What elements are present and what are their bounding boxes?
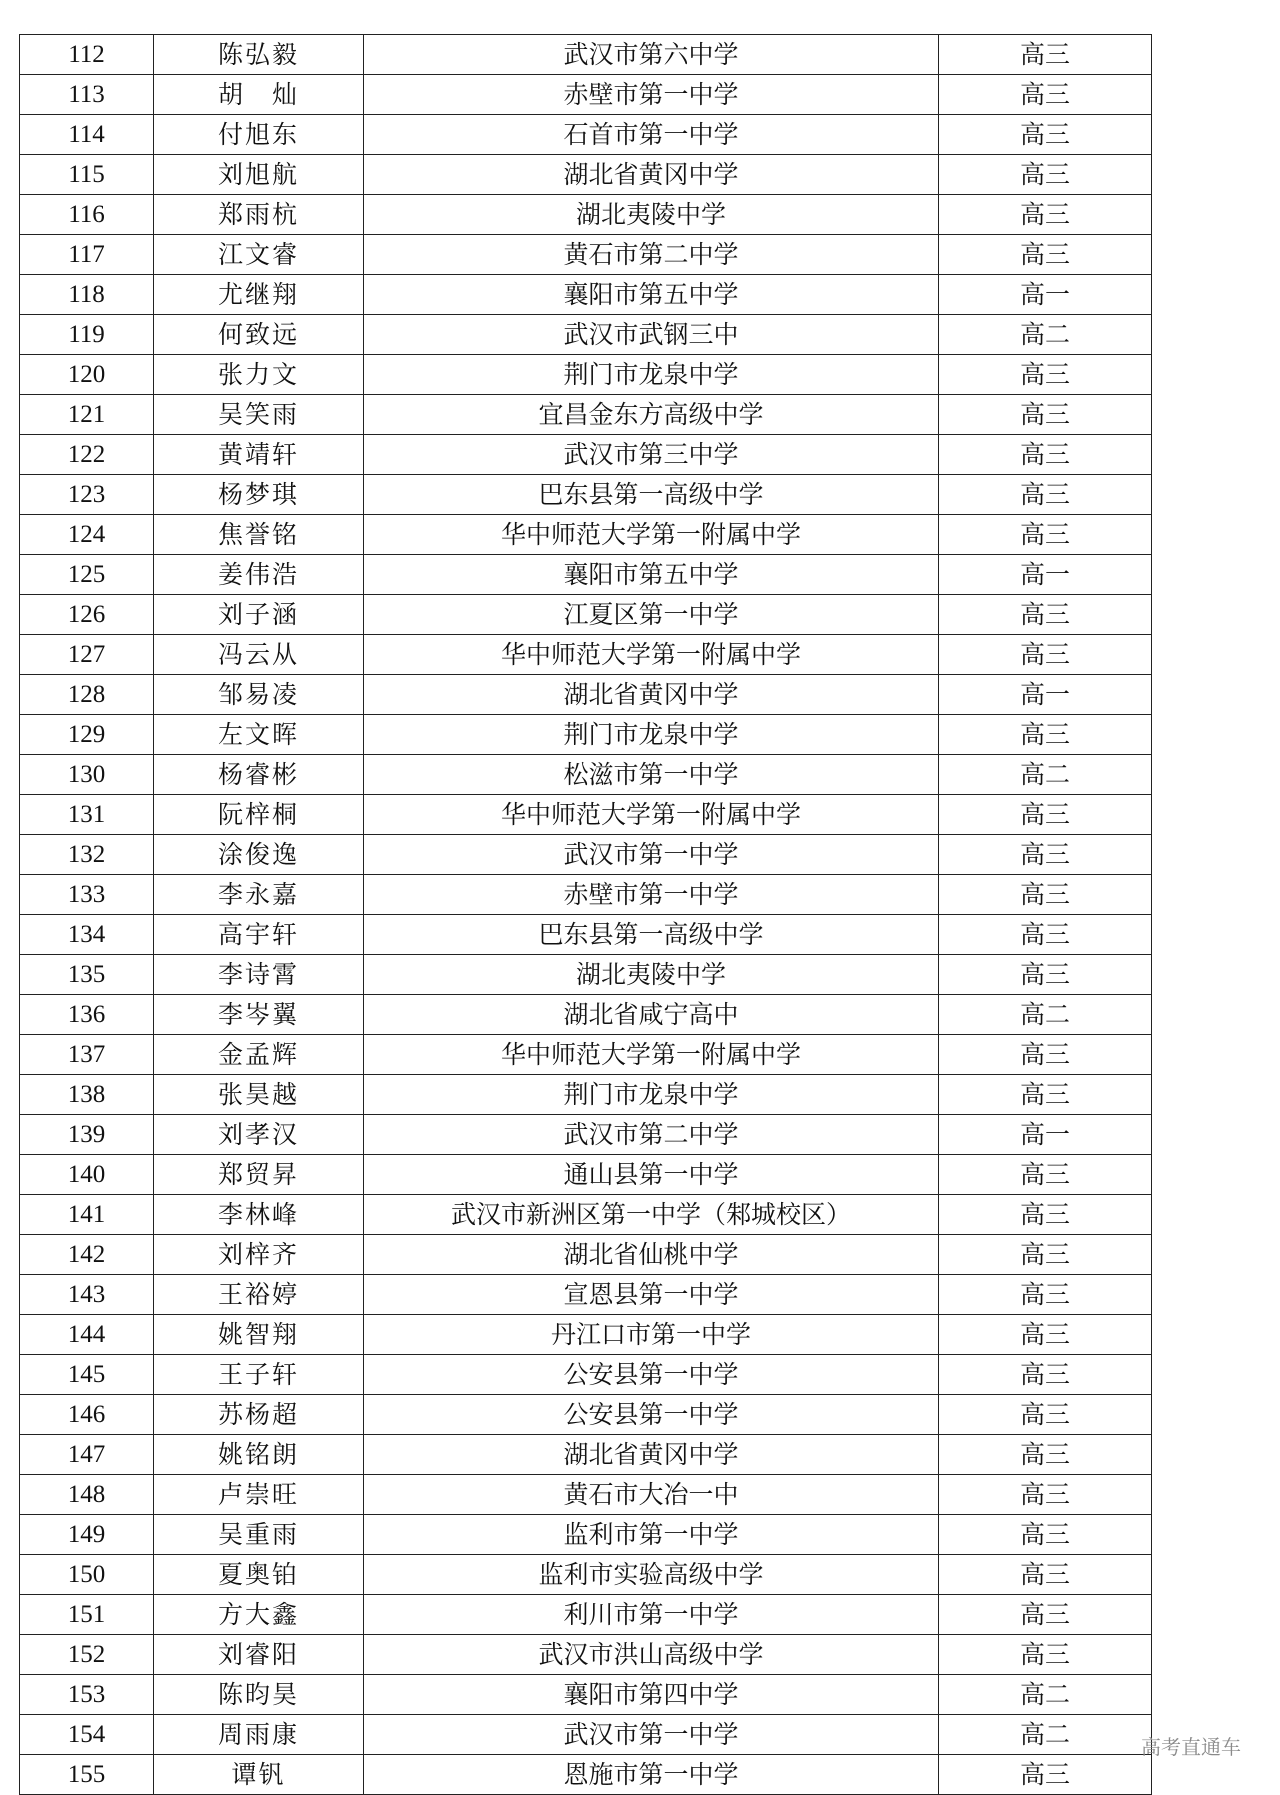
row-number: 138 xyxy=(20,1075,154,1115)
table-row xyxy=(20,395,1152,435)
grade-level: 高三 xyxy=(939,235,1152,275)
row-number: 132 xyxy=(20,835,154,875)
school-name: 华中师范大学第一附属中学 xyxy=(364,1035,939,1075)
student-name: 姜伟浩 xyxy=(154,555,364,595)
grade-level: 高三 xyxy=(939,1035,1152,1075)
student-name: 吴笑雨 xyxy=(154,395,364,435)
student-name: 阮梓桐 xyxy=(154,795,364,835)
table-row xyxy=(20,1275,1152,1315)
grade-level: 高三 xyxy=(939,35,1152,75)
grade-level: 高二 xyxy=(939,755,1152,795)
table-row xyxy=(20,915,1152,955)
school-name: 湖北省黄冈中学 xyxy=(364,155,939,195)
school-name: 丹江口市第一中学 xyxy=(364,1315,939,1355)
student-name: 李岑翼 xyxy=(154,995,364,1035)
table-row xyxy=(20,755,1152,795)
row-number: 137 xyxy=(20,1035,154,1075)
table-row xyxy=(20,995,1152,1035)
school-name: 监利市实验高级中学 xyxy=(364,1555,939,1595)
table-row xyxy=(20,635,1152,675)
school-name: 襄阳市第五中学 xyxy=(364,555,939,595)
row-number: 143 xyxy=(20,1275,154,1315)
table-row xyxy=(20,1475,1152,1515)
row-number: 127 xyxy=(20,635,154,675)
grade-level: 高三 xyxy=(939,1195,1152,1235)
student-name: 胡 灿 xyxy=(154,75,364,115)
school-name: 松滋市第一中学 xyxy=(364,755,939,795)
school-name: 公安县第一中学 xyxy=(364,1395,939,1435)
grade-level: 高二 xyxy=(939,1675,1152,1715)
grade-level: 高三 xyxy=(939,1475,1152,1515)
school-name: 武汉市第一中学 xyxy=(364,835,939,875)
grade-level: 高二 xyxy=(939,1715,1152,1755)
grade-level: 高三 xyxy=(939,1755,1152,1795)
row-number: 154 xyxy=(20,1715,154,1755)
grade-level: 高三 xyxy=(939,1155,1152,1195)
row-number: 130 xyxy=(20,755,154,795)
grade-level: 高三 xyxy=(939,1275,1152,1315)
table-row xyxy=(20,155,1152,195)
school-name: 宜昌金东方高级中学 xyxy=(364,395,939,435)
row-number: 113 xyxy=(20,75,154,115)
school-name: 湖北省仙桃中学 xyxy=(364,1235,939,1275)
student-name: 谭钒 xyxy=(154,1755,364,1795)
grade-level: 高三 xyxy=(939,1355,1152,1395)
grade-level: 高三 xyxy=(939,1235,1152,1275)
student-name: 刘睿阳 xyxy=(154,1635,364,1675)
grade-level: 高三 xyxy=(939,195,1152,235)
row-number: 133 xyxy=(20,875,154,915)
school-name: 湖北省黄冈中学 xyxy=(364,1435,939,1475)
grade-level: 高三 xyxy=(939,875,1152,915)
row-number: 145 xyxy=(20,1355,154,1395)
row-number: 152 xyxy=(20,1635,154,1675)
table-row xyxy=(20,1755,1152,1795)
table-row xyxy=(20,595,1152,635)
row-number: 147 xyxy=(20,1435,154,1475)
row-number: 116 xyxy=(20,195,154,235)
table-row xyxy=(20,275,1152,315)
student-name: 李诗霄 xyxy=(154,955,364,995)
table-row xyxy=(20,1075,1152,1115)
table-row xyxy=(20,195,1152,235)
row-number: 136 xyxy=(20,995,154,1035)
school-name: 武汉市武钢三中 xyxy=(364,315,939,355)
table-row xyxy=(20,475,1152,515)
student-name: 江文睿 xyxy=(154,235,364,275)
school-name: 恩施市第一中学 xyxy=(364,1755,939,1795)
school-name: 武汉市第一中学 xyxy=(364,1715,939,1755)
table-row xyxy=(20,35,1152,75)
row-number: 134 xyxy=(20,915,154,955)
student-name: 王裕婷 xyxy=(154,1275,364,1315)
grade-level: 高一 xyxy=(939,1115,1152,1155)
grade-level: 高三 xyxy=(939,595,1152,635)
student-name: 黄靖轩 xyxy=(154,435,364,475)
student-name: 姚铭朗 xyxy=(154,1435,364,1475)
school-name: 华中师范大学第一附属中学 xyxy=(364,515,939,555)
school-name: 公安县第一中学 xyxy=(364,1355,939,1395)
school-name: 江夏区第一中学 xyxy=(364,595,939,635)
row-number: 114 xyxy=(20,115,154,155)
grade-level: 高三 xyxy=(939,475,1152,515)
table-row xyxy=(20,1315,1152,1355)
school-name: 荆门市龙泉中学 xyxy=(364,1075,939,1115)
table-row xyxy=(20,315,1152,355)
student-name: 何致远 xyxy=(154,315,364,355)
grade-level: 高三 xyxy=(939,1595,1152,1635)
row-number: 140 xyxy=(20,1155,154,1195)
school-name: 武汉市洪山高级中学 xyxy=(364,1635,939,1675)
school-name: 巴东县第一高级中学 xyxy=(364,475,939,515)
student-name: 陈弘毅 xyxy=(154,35,364,75)
table-row xyxy=(20,675,1152,715)
grade-level: 高三 xyxy=(939,1555,1152,1595)
student-name: 刘孝汉 xyxy=(154,1115,364,1155)
watermark-text: 高考直通车 xyxy=(1141,1735,1241,1759)
row-number: 125 xyxy=(20,555,154,595)
student-name: 高宇轩 xyxy=(154,915,364,955)
grade-level: 高一 xyxy=(939,275,1152,315)
row-number: 121 xyxy=(20,395,154,435)
school-name: 赤壁市第一中学 xyxy=(364,75,939,115)
grade-level: 高三 xyxy=(939,355,1152,395)
student-name: 邹易凌 xyxy=(154,675,364,715)
table-row xyxy=(20,1115,1152,1155)
student-name: 郑雨杭 xyxy=(154,195,364,235)
school-name: 巴东县第一高级中学 xyxy=(364,915,939,955)
school-name: 湖北夷陵中学 xyxy=(364,955,939,995)
student-name: 冯云从 xyxy=(154,635,364,675)
table-row xyxy=(20,715,1152,755)
student-name: 张昊越 xyxy=(154,1075,364,1115)
school-name: 黄石市第二中学 xyxy=(364,235,939,275)
table-row xyxy=(20,555,1152,595)
table-row xyxy=(20,515,1152,555)
school-name: 武汉市第六中学 xyxy=(364,35,939,75)
student-name: 郑贸昇 xyxy=(154,1155,364,1195)
student-name: 张力文 xyxy=(154,355,364,395)
row-number: 151 xyxy=(20,1595,154,1635)
row-number: 144 xyxy=(20,1315,154,1355)
row-number: 124 xyxy=(20,515,154,555)
row-number: 131 xyxy=(20,795,154,835)
row-number: 148 xyxy=(20,1475,154,1515)
school-name: 华中师范大学第一附属中学 xyxy=(364,795,939,835)
row-number: 117 xyxy=(20,235,154,275)
school-name: 石首市第一中学 xyxy=(364,115,939,155)
row-number: 141 xyxy=(20,1195,154,1235)
table-row xyxy=(20,75,1152,115)
table-row xyxy=(20,875,1152,915)
grade-level: 高三 xyxy=(939,955,1152,995)
table-row xyxy=(20,1595,1152,1635)
student-name: 吴重雨 xyxy=(154,1515,364,1555)
school-name: 黄石市大冶一中 xyxy=(364,1475,939,1515)
school-name: 湖北夷陵中学 xyxy=(364,195,939,235)
grade-level: 高三 xyxy=(939,915,1152,955)
school-name: 监利市第一中学 xyxy=(364,1515,939,1555)
roster-table xyxy=(19,34,1152,1795)
table-row xyxy=(20,1235,1152,1275)
table-row xyxy=(20,1035,1152,1075)
student-name: 陈昀昊 xyxy=(154,1675,364,1715)
school-name: 利川市第一中学 xyxy=(364,1595,939,1635)
row-number: 153 xyxy=(20,1675,154,1715)
student-name: 刘梓齐 xyxy=(154,1235,364,1275)
table-row xyxy=(20,1715,1152,1755)
school-name: 湖北省黄冈中学 xyxy=(364,675,939,715)
student-name: 王子轩 xyxy=(154,1355,364,1395)
row-number: 128 xyxy=(20,675,154,715)
grade-level: 高三 xyxy=(939,635,1152,675)
grade-level: 高三 xyxy=(939,795,1152,835)
student-name: 付旭东 xyxy=(154,115,364,155)
student-name: 卢崇旺 xyxy=(154,1475,364,1515)
grade-level: 高三 xyxy=(939,1435,1152,1475)
school-name: 湖北省咸宁高中 xyxy=(364,995,939,1035)
grade-level: 高三 xyxy=(939,435,1152,475)
grade-level: 高三 xyxy=(939,1515,1152,1555)
row-number: 146 xyxy=(20,1395,154,1435)
grade-level: 高一 xyxy=(939,675,1152,715)
table-row xyxy=(20,955,1152,995)
row-number: 155 xyxy=(20,1755,154,1795)
table-row xyxy=(20,1635,1152,1675)
student-name: 刘子涵 xyxy=(154,595,364,635)
grade-level: 高二 xyxy=(939,995,1152,1035)
table-row xyxy=(20,1195,1152,1235)
row-number: 123 xyxy=(20,475,154,515)
table-row xyxy=(20,115,1152,155)
student-name: 杨睿彬 xyxy=(154,755,364,795)
student-name: 焦誉铭 xyxy=(154,515,364,555)
roster-table-body xyxy=(20,35,1152,1795)
table-row xyxy=(20,1155,1152,1195)
student-name: 左文晖 xyxy=(154,715,364,755)
row-number: 126 xyxy=(20,595,154,635)
grade-level: 高三 xyxy=(939,1395,1152,1435)
student-name: 杨梦琪 xyxy=(154,475,364,515)
grade-level: 高三 xyxy=(939,1075,1152,1115)
student-name: 姚智翔 xyxy=(154,1315,364,1355)
student-name: 尤继翔 xyxy=(154,275,364,315)
grade-level: 高三 xyxy=(939,835,1152,875)
school-name: 通山县第一中学 xyxy=(364,1155,939,1195)
grade-level: 高一 xyxy=(939,555,1152,595)
table-row xyxy=(20,835,1152,875)
school-name: 华中师范大学第一附属中学 xyxy=(364,635,939,675)
table-row xyxy=(20,1555,1152,1595)
grade-level: 高三 xyxy=(939,395,1152,435)
grade-level: 高二 xyxy=(939,315,1152,355)
student-name: 方大鑫 xyxy=(154,1595,364,1635)
table-row xyxy=(20,355,1152,395)
school-name: 武汉市第三中学 xyxy=(364,435,939,475)
table-row xyxy=(20,1395,1152,1435)
school-name: 荆门市龙泉中学 xyxy=(364,355,939,395)
row-number: 135 xyxy=(20,955,154,995)
grade-level: 高三 xyxy=(939,1635,1152,1675)
student-name: 夏奥铂 xyxy=(154,1555,364,1595)
table-row xyxy=(20,1355,1152,1395)
row-number: 129 xyxy=(20,715,154,755)
student-name: 金孟辉 xyxy=(154,1035,364,1075)
table-row xyxy=(20,435,1152,475)
school-name: 荆门市龙泉中学 xyxy=(364,715,939,755)
row-number: 150 xyxy=(20,1555,154,1595)
grade-level: 高三 xyxy=(939,155,1152,195)
table-row xyxy=(20,235,1152,275)
student-name: 李林峰 xyxy=(154,1195,364,1235)
student-name: 刘旭航 xyxy=(154,155,364,195)
table-row xyxy=(20,1675,1152,1715)
row-number: 149 xyxy=(20,1515,154,1555)
row-number: 118 xyxy=(20,275,154,315)
school-name: 宣恩县第一中学 xyxy=(364,1275,939,1315)
grade-level: 高三 xyxy=(939,75,1152,115)
row-number: 119 xyxy=(20,315,154,355)
row-number: 142 xyxy=(20,1235,154,1275)
student-name: 周雨康 xyxy=(154,1715,364,1755)
school-name: 武汉市第二中学 xyxy=(364,1115,939,1155)
student-name: 李永嘉 xyxy=(154,875,364,915)
row-number: 112 xyxy=(20,35,154,75)
table-row xyxy=(20,1515,1152,1555)
table-row xyxy=(20,1435,1152,1475)
grade-level: 高三 xyxy=(939,1315,1152,1355)
school-name: 武汉市新洲区第一中学（邾城校区） xyxy=(364,1195,939,1235)
grade-level: 高三 xyxy=(939,515,1152,555)
table-row xyxy=(20,795,1152,835)
school-name: 赤壁市第一中学 xyxy=(364,875,939,915)
row-number: 139 xyxy=(20,1115,154,1155)
row-number: 120 xyxy=(20,355,154,395)
school-name: 襄阳市第五中学 xyxy=(364,275,939,315)
row-number: 115 xyxy=(20,155,154,195)
grade-level: 高三 xyxy=(939,115,1152,155)
row-number: 122 xyxy=(20,435,154,475)
student-name: 苏杨超 xyxy=(154,1395,364,1435)
school-name: 襄阳市第四中学 xyxy=(364,1675,939,1715)
student-name: 涂俊逸 xyxy=(154,835,364,875)
grade-level: 高三 xyxy=(939,715,1152,755)
